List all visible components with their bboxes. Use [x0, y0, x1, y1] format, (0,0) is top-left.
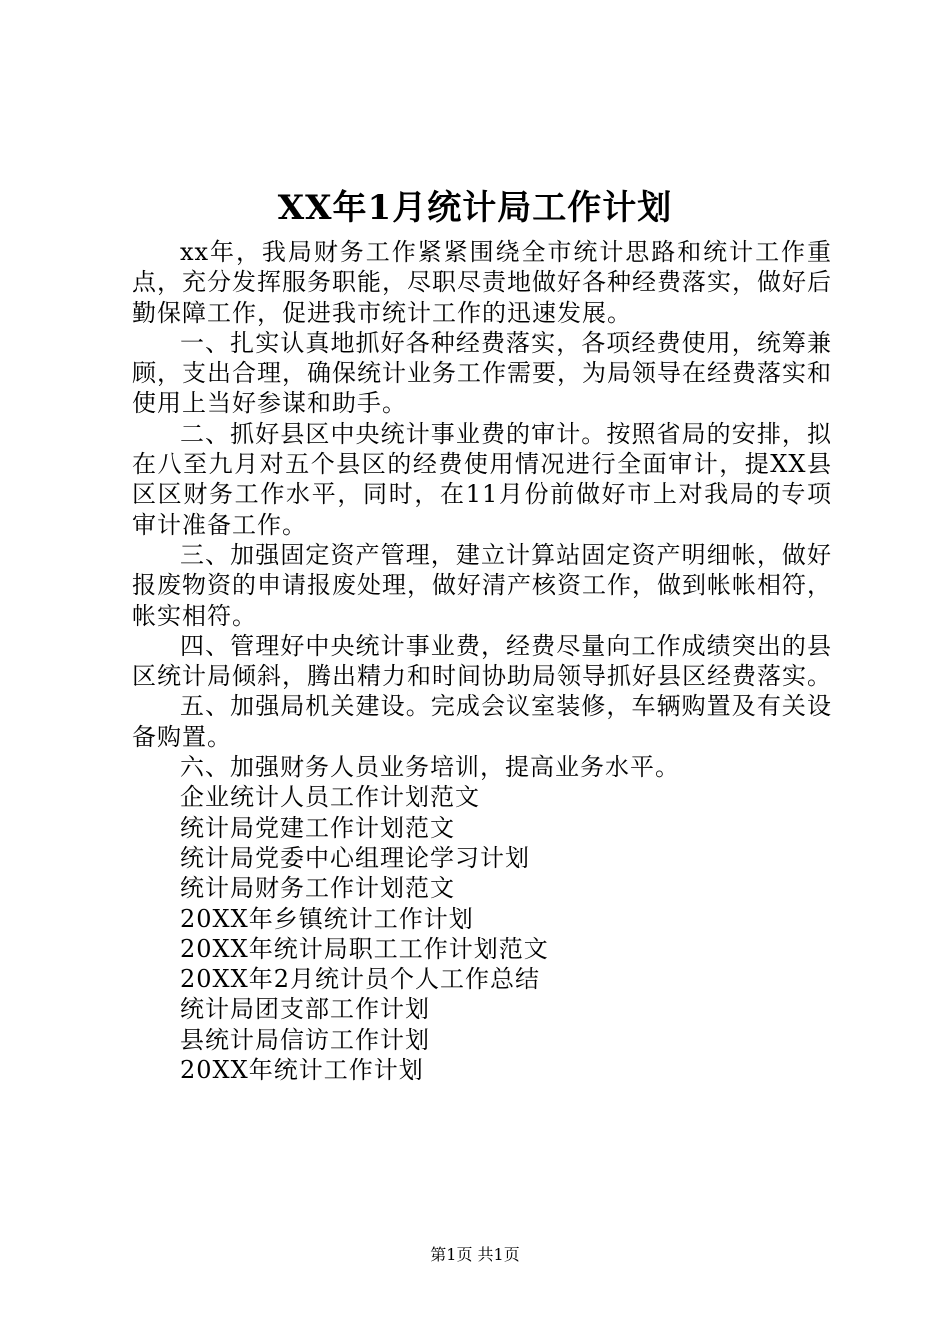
item-two-paragraph: 二、抓好县区中央统计事业费的审计。按照省局的安排，拟在八至九月对五个县区的经费使用情况进行全面审计，提XX县区区财务工作水平，同时，在11月份前做好市上对我局的专项审计准备工作。 — [132, 419, 832, 539]
related-link[interactable]: 20XX年统计工作计划 — [180, 1056, 424, 1085]
item-five-paragraph: 五、加强局机关建设。完成会议室装修，车辆购置及有关设备购置。 — [132, 692, 832, 751]
related-links-list — [132, 782, 832, 1085]
item-three-paragraph: 三、加强固定资产管理，建立计算站固定资产明细帐，做好报废物资的申请报废处理，做好清产核资工作，做到帐帐相符，帐实相符。 — [132, 540, 832, 630]
related-link[interactable]: 统计局团支部工作计划 — [180, 995, 430, 1024]
related-link[interactable]: 县统计局信访工作计划 — [180, 1025, 430, 1054]
related-link[interactable]: 统计局党委中心组理论学习计划 — [180, 843, 530, 872]
page-footer: 第1页 共1页 — [430, 1245, 520, 1264]
related-link[interactable]: 企业统计人员工作计划范文 — [180, 783, 480, 812]
related-link[interactable]: 20XX年统计局职工工作计划范文 — [180, 934, 549, 963]
document-body — [132, 237, 832, 1085]
intro-paragraph: xx年，我局财务工作紧紧围绕全市统计思路和统计工作重点，充分发挥服务职能，尽职尽责地做好各种经费落实，做好后勤保障工作，促进我市统计工作的迅速发展。 — [132, 238, 832, 327]
document-title: XX年1月统计局工作计划 — [277, 188, 673, 228]
related-link[interactable]: 20XX年乡镇统计工作计划 — [180, 904, 474, 933]
related-link[interactable]: 统计局财务工作计划范文 — [180, 874, 455, 903]
item-four-paragraph: 四、管理好中央统计事业费，经费尽量向工作成绩突出的县区统计局倾斜，腾出精力和时间协助局领导抓好县区经费落实。 — [132, 631, 832, 691]
related-link[interactable]: 统计局党建工作计划范文 — [180, 813, 455, 842]
item-six-paragraph: 六、加强财务人员业务培训，提高业务水平。 — [180, 753, 680, 782]
related-link[interactable]: 20XX年2月统计员个人工作总结 — [180, 965, 540, 994]
item-one-paragraph: 一、扎实认真地抓好各种经费落实，各项经费使用，统筹兼顾，支出合理，确保统计业务工作需要，为局领导在经费落实和使用上当好参谋和助手。 — [132, 328, 832, 418]
